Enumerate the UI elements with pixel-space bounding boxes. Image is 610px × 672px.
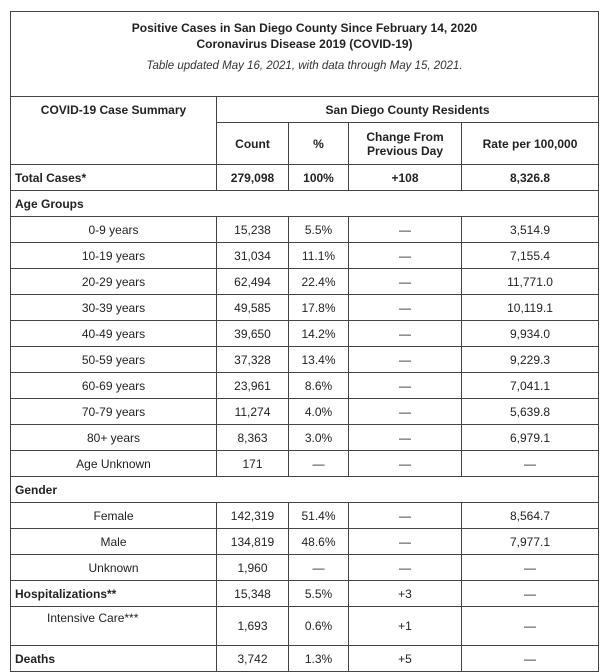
- age-group-row: [11, 217, 599, 243]
- age-group-row-change: —: [349, 347, 462, 373]
- age-group-row-change: —: [349, 451, 462, 477]
- gender-row-count: 142,319: [217, 503, 289, 529]
- gender-section-row: [11, 477, 599, 503]
- age-group-row-label: 10-19 years: [11, 243, 217, 269]
- header-percent: %: [289, 123, 349, 165]
- age-group-row-change: —: [349, 373, 462, 399]
- intensive-care-percent: 0.6%: [289, 607, 349, 646]
- gender-row-change: —: [349, 555, 462, 581]
- gender-row-change: —: [349, 529, 462, 555]
- age-group-row-change: —: [349, 295, 462, 321]
- total-change: +108: [349, 165, 462, 191]
- header-residents: San Diego County Residents: [217, 97, 599, 123]
- age-group-row-label: 80+ years: [11, 425, 217, 451]
- intensive-care-change: +1: [349, 607, 462, 646]
- age-group-row-rate: 11,771.0: [462, 269, 599, 295]
- table-title: Positive Cases in San Diego County Since February 14, 2020: [131, 21, 478, 35]
- age-group-row-label: Age Unknown: [11, 451, 217, 477]
- gender-rows: [11, 503, 599, 581]
- header-summary: COVID-19 Case Summary: [11, 97, 217, 165]
- gender-row-count: 1,960: [217, 555, 289, 581]
- age-group-row-percent: 13.4%: [289, 347, 349, 373]
- hospitalizations-change: +3: [349, 581, 462, 607]
- gender-row-percent: —: [289, 555, 349, 581]
- age-group-row: [11, 425, 599, 451]
- gender-row-rate: —: [462, 555, 599, 581]
- age-group-row: [11, 451, 599, 477]
- age-group-row: [11, 269, 599, 295]
- age-group-row: [11, 295, 599, 321]
- age-group-row-change: —: [349, 425, 462, 451]
- age-group-row-percent: 5.5%: [289, 217, 349, 243]
- age-group-row-rate: 7,041.1: [462, 373, 599, 399]
- total-label: Total Cases*: [11, 165, 217, 191]
- age-group-row-count: 8,363: [217, 425, 289, 451]
- deaths-change: +5: [349, 646, 462, 672]
- age-group-row-count: 49,585: [217, 295, 289, 321]
- age-group-row-label: 30-39 years: [11, 295, 217, 321]
- age-group-row-rate: 9,934.0: [462, 321, 599, 347]
- age-group-row-rate: 3,514.9: [462, 217, 599, 243]
- header-change-line2: Previous Day: [366, 143, 444, 158]
- age-group-row-label: 0-9 years: [11, 217, 217, 243]
- gender-row: [11, 555, 599, 581]
- total-percent: 100%: [289, 165, 349, 191]
- gender-row-change: —: [349, 503, 462, 529]
- total-rate: 8,326.8: [462, 165, 599, 191]
- age-group-row-percent: 3.0%: [289, 425, 349, 451]
- header-count: Count: [217, 123, 289, 165]
- age-group-row-rate: 7,155.4: [462, 243, 599, 269]
- gender-row-label: Unknown: [11, 555, 217, 581]
- age-group-rows: [11, 217, 599, 477]
- hospitalizations-rate: —: [462, 581, 599, 607]
- case-summary-table-wrapper: [10, 11, 598, 672]
- hospitalizations-label: Hospitalizations**: [11, 581, 217, 607]
- intensive-care-label: Intensive Care***: [11, 607, 217, 646]
- age-group-row-change: —: [349, 269, 462, 295]
- table-subtitle: Coronavirus Disease 2019 (COVID-19): [196, 37, 413, 51]
- age-group-row-percent: 8.6%: [289, 373, 349, 399]
- age-group-row-count: 171: [217, 451, 289, 477]
- gender-section-label: Gender: [11, 477, 599, 503]
- age-group-row-rate: 10,119.1: [462, 295, 599, 321]
- hospitalizations-row: [11, 581, 599, 607]
- age-group-row-change: —: [349, 399, 462, 425]
- title-row: [11, 12, 599, 97]
- age-group-row-count: 37,328: [217, 347, 289, 373]
- age-section-label: Age Groups: [11, 191, 599, 217]
- hospitalizations-count: 15,348: [217, 581, 289, 607]
- age-group-row-label: 50-59 years: [11, 347, 217, 373]
- age-group-row-count: 31,034: [217, 243, 289, 269]
- age-group-row: [11, 399, 599, 425]
- age-group-row-percent: —: [289, 451, 349, 477]
- age-section-row: [11, 191, 599, 217]
- age-group-row-rate: 6,979.1: [462, 425, 599, 451]
- deaths-count: 3,742: [217, 646, 289, 672]
- gender-row-rate: 7,977.1: [462, 529, 599, 555]
- gender-row-percent: 51.4%: [289, 503, 349, 529]
- intensive-care-rate: —: [462, 607, 599, 646]
- age-group-row-percent: 11.1%: [289, 243, 349, 269]
- age-group-row-percent: 14.2%: [289, 321, 349, 347]
- table-updated-note: Table updated May 16, 2021, with data through May 15, 2021.: [146, 60, 463, 72]
- gender-row-label: Female: [11, 503, 217, 529]
- header-rate: Rate per 100,000: [462, 123, 599, 165]
- age-group-row-label: 70-79 years: [11, 399, 217, 425]
- age-group-row-count: 23,961: [217, 373, 289, 399]
- age-group-row-label: 40-49 years: [11, 321, 217, 347]
- age-group-row-label: 20-29 years: [11, 269, 217, 295]
- intensive-care-row: [11, 607, 599, 646]
- age-group-row: [11, 243, 599, 269]
- total-row: [11, 165, 599, 191]
- gender-row: [11, 503, 599, 529]
- age-group-row-rate: 9,229.3: [462, 347, 599, 373]
- gender-row-rate: 8,564.7: [462, 503, 599, 529]
- age-group-row-count: 62,494: [217, 269, 289, 295]
- hospitalizations-percent: 5.5%: [289, 581, 349, 607]
- age-group-row-count: 15,238: [217, 217, 289, 243]
- age-group-row: [11, 321, 599, 347]
- deaths-percent: 1.3%: [289, 646, 349, 672]
- gender-row: [11, 529, 599, 555]
- deaths-rate: —: [462, 646, 599, 672]
- age-group-row-percent: 17.8%: [289, 295, 349, 321]
- age-group-row-label: 60-69 years: [11, 373, 217, 399]
- header-change-line1: Change From: [366, 129, 444, 144]
- deaths-row: [11, 646, 599, 672]
- table-title-cell: [11, 12, 599, 97]
- age-group-row-rate: —: [462, 451, 599, 477]
- age-group-row-change: —: [349, 321, 462, 347]
- age-group-row: [11, 373, 599, 399]
- age-group-row-change: —: [349, 243, 462, 269]
- age-group-row-count: 39,650: [217, 321, 289, 347]
- age-group-row: [11, 347, 599, 373]
- deaths-label: Deaths: [11, 646, 217, 672]
- age-group-row-rate: 5,639.8: [462, 399, 599, 425]
- age-group-row-percent: 22.4%: [289, 269, 349, 295]
- total-count: 279,098: [217, 165, 289, 191]
- age-group-row-change: —: [349, 217, 462, 243]
- header-change: [349, 123, 462, 165]
- gender-row-label: Male: [11, 529, 217, 555]
- age-group-row-percent: 4.0%: [289, 399, 349, 425]
- header-row-1: [11, 97, 599, 123]
- case-summary-table: [10, 11, 599, 672]
- age-group-row-count: 11,274: [217, 399, 289, 425]
- gender-row-percent: 48.6%: [289, 529, 349, 555]
- gender-row-count: 134,819: [217, 529, 289, 555]
- intensive-care-count: 1,693: [217, 607, 289, 646]
